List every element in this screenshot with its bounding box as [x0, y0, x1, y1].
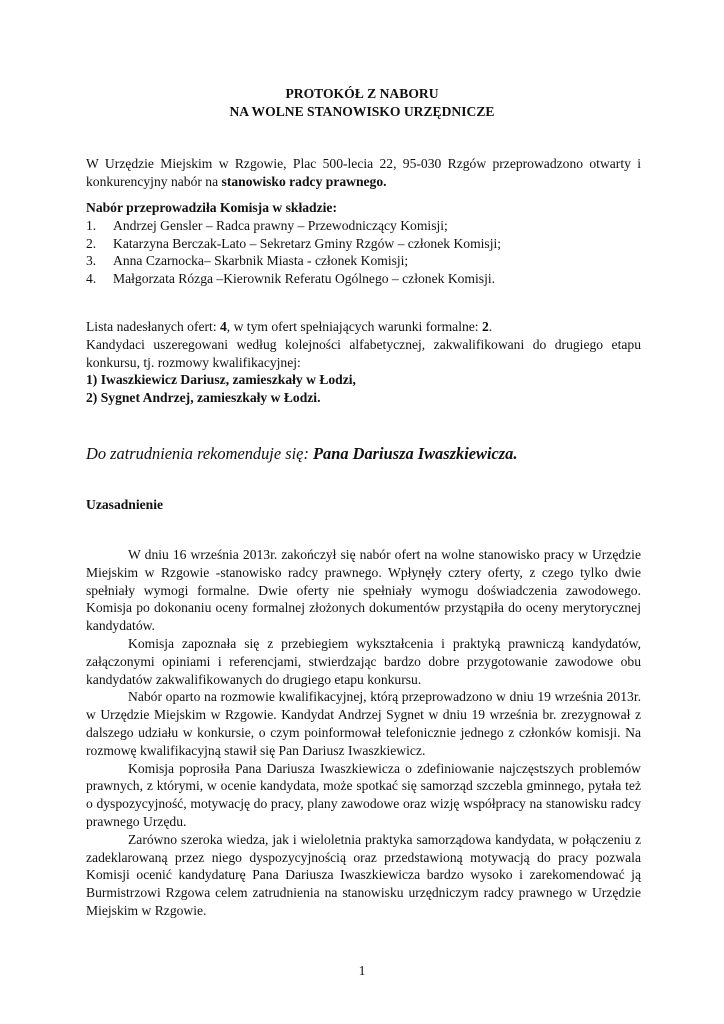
- committee-member: [86, 217, 641, 235]
- justification-paragraph: Zarówno szeroka wiedza, jak i wieloletnia praktyka samorządowa kandydata, w połączeniu z zadeklarowaną przez niego dyspozycyjnością oraz przedstawioną motywacją do pracy pozwala Komisji ocenić kandydaturę Pana Dariusza Iwaszkiewicza bardzo wysoko i zarekomendować ją Burmistrzowi Rzgowa celem zatrudnienia na stanowisku urzędniczym radcy prawnego w Urzędzie Miejskim w Rzgowie.: [86, 831, 641, 918]
- justification-paragraph: W dniu 16 września 2013r. zakończył się nabór ofert na wolne stanowisko pracy w Urzędzie Miejskim w Rzgowie -stanowisko radcy prawnego. Wpłynęły cztery oferty, z czego tylko dwie spełniały wymogi formalne. Dwie oferty nie spełniały wymogu doświadczenia zawodowego. Komisja po dokonaniu oceny formalnej złożonych dokumentów przystąpiła do oceny merytorycznej kandydatów.: [86, 547, 641, 634]
- member-text: Katarzyna Berczak-Lato – Sekretarz Gminy Rzgów – członek Komisji;: [113, 235, 502, 251]
- recommendation: [86, 443, 686, 465]
- intro-paragraph: [86, 155, 641, 191]
- recommendation-prefix: Do zatrudnienia rekomenduje się:: [86, 444, 313, 463]
- committee-list: [86, 217, 641, 288]
- offers-count-prefix: Lista nadesłanych ofert:: [86, 319, 220, 334]
- offers-count-line: [86, 318, 641, 336]
- candidate-item: 1) Iwaszkiewicz Dariusz, zamieszkały w Łodzi,: [86, 372, 356, 388]
- offers-count: 4: [220, 319, 227, 334]
- page-number: 1: [358, 963, 366, 978]
- document-title-line-2: NA WOLNE STANOWISKO URZĘDNICZE: [229, 104, 495, 119]
- member-number: 4.: [86, 271, 97, 287]
- qualified-text: Kandydaci uszeregowani według kolejności alfabetycznej, zakwalifikowani do drugiego etapu konkursu, tj. rozmowy kwalifikacyjnej:: [86, 336, 641, 370]
- offers-count-mid: , w tym ofert spełniających warunki formalne:: [226, 319, 482, 334]
- member-text: Anna Czarnocka– Skarbnik Miasta - członek Komisji;: [113, 253, 409, 269]
- justification-body: [86, 546, 641, 920]
- justification-paragraph: Komisja zapoznała się z przebiegiem wykształcenia i praktyką prawniczą kandydatów, załączonymi opiniami i referencjami, stwierdzając bardzo dobre przygotowanie zawodowe obu kandydatów zakwalifikowanych do drugiego etapu konkursu.: [86, 635, 641, 687]
- member-text: Małgorzata Rózga –Kierownik Referatu Ogólnego – członek Komisji.: [113, 271, 496, 287]
- member-number: 3.: [86, 253, 97, 269]
- intro-position: stanowisko radcy prawnego.: [221, 173, 387, 189]
- recommended-candidate: Pana Dariusza Iwaszkiewicza.: [313, 444, 518, 463]
- justification-paragraph: Nabór oparto na rozmowie kwalifikacyjnej, którą przeprowadzono w dniu 19 września 2013r. w Urzędzie Miejskim w Rzgowie. Kandydat Andrzej Sygnet w dniu 19 września br. zrezygnował z dalszego udziału w konkursie, o czym poinformował telefonicznie jednego z członków komisji. Na rozmowę kwalifikacyjną stawił się Pan Dariusz Iwaszkiewicz.: [86, 689, 641, 758]
- justification-paragraph: Komisja poprosiła Pana Dariusza Iwaszkiewicza o zdefiniowanie najczęstszych problemów prawnych, z którymi, w ocenie kandydata, może spotkać się samorząd szczebla gminnego, pytała też o dyspozycyjność, motywację do pracy, plany zawodowe oraz wizję współpracy na stanowisku radcy prawnego Urzędu.: [86, 760, 641, 829]
- offers-count-suffix: .: [488, 319, 493, 334]
- committee-heading: Nabór przeprowadziła Komisja w składzie:: [86, 200, 337, 215]
- candidate-item: 2) Sygnet Andrzej, zamieszkały w Łodzi.: [86, 390, 321, 406]
- offers-section: [86, 318, 641, 407]
- document-title-line-1: PROTOKÓŁ Z NABORU: [285, 86, 439, 101]
- committee-section: [86, 199, 641, 288]
- committee-member: [86, 235, 641, 253]
- offers-qualified-count: 2: [481, 319, 489, 334]
- member-text: Andrzej Gensler – Radca prawny – Przewodniczący Komisji;: [113, 217, 448, 233]
- member-number: 2.: [86, 235, 97, 251]
- committee-member: [86, 270, 641, 288]
- justification-heading: Uzasadnienie: [86, 497, 164, 512]
- member-number: 1.: [86, 217, 97, 233]
- intro-text: W Urzędzie Miejskim w Rzgowie, Plac 500-lecia 22, 95-030 Rzgów przeprowadzono otwarty i konkurencyjny nabór na: [86, 156, 641, 189]
- committee-member: [86, 252, 641, 270]
